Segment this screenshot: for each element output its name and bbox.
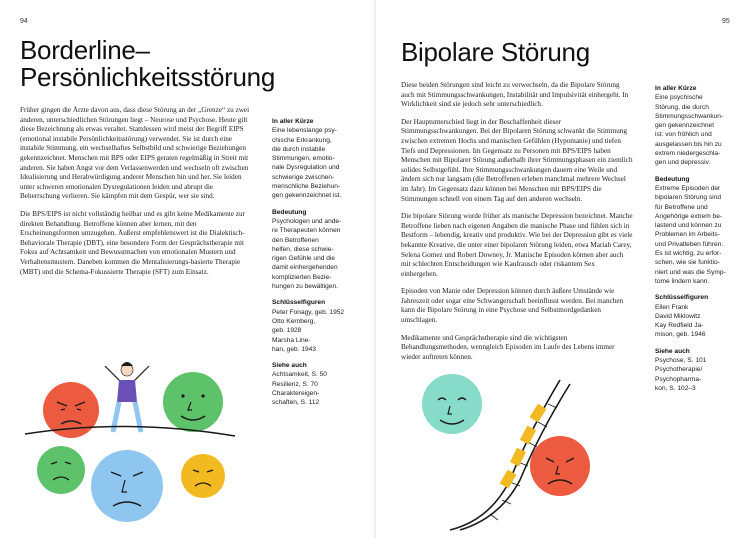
sidebar-text: Ellen Frank David Miklowitz Kay Redfield Ja- mison, geb. 1946 <box>655 303 706 339</box>
tightrope-walker-figure <box>105 362 149 432</box>
happy-face-icon <box>422 374 482 434</box>
sidebar-text: Peter Fonagy, geb. 1952 Otto Kernberg, geb. 1928 Marsha Line- han, geb. 1943 <box>272 308 345 353</box>
title-line-1: Borderline– <box>20 35 150 65</box>
sidebar-heading: Schlüsselfiguren <box>272 299 326 307</box>
sidebar-heading: Schlüsselfiguren <box>655 294 709 302</box>
sidebar-text: Psychose, S. 101 Psychotherapie/ Psychopharma- kon, S. 102–3 <box>655 357 707 392</box>
title-line-2: Persönlichkeitsstörung <box>20 62 275 92</box>
body-text-right <box>401 81 633 370</box>
sidebar-heading: In aller Kürze <box>655 85 697 92</box>
paragraph: Die BPS/EIPS ist nicht vollständig heilbar und es gibt keine Medikamente zur direkten Behandlung. Betroffene können aber lernen, mit den Erscheinungsformen umzugehen. Äußerst empfehlenswert ist die Dialektisch-Behaviorale Therapie (DBT), eine besondere Form der Gesprächstherapie mit Fokus auf Achtsamkeit und Bewusstmachen von emotionalen Mustern und Verhaltensmustern. Daneben kommen die Mentalisierungs-basierte Therapie (MBT) und die Schema-Fokussierte Therapie (SFT) zum Einsatz. <box>20 209 245 276</box>
sidebar-text: Psychologen und ande- re Therapeuten können den Betroffenen helfen, diese schwie- rigen Gefühle und die damit einhergehenden komplizierten Bezie- hungen zu bewältigen. <box>272 217 342 291</box>
sidebar-heading: Siehe auch <box>655 347 690 355</box>
frown-face-icon <box>181 454 225 498</box>
page-number-left: 94 <box>20 18 28 25</box>
worried-face-icon <box>91 450 163 522</box>
sad-face-icon <box>530 436 590 496</box>
paragraph: Episoden von Manie oder Depression können durch äußere Umstände wie Jahreszeit oder sogar eine Schwangerschaft beeinflusst werden. Bei manchen kann die Bipolare Störung in eine Psychose und Selbstmordgedanken umschlagen. <box>401 287 624 325</box>
emotion-faces-illustration <box>25 340 250 530</box>
sidebar-text: Extreme Episoden der bipolaren Störung sind für Betroffene und Angehörige extrem be- lastend und können zu Problemen im Arbeits- und Privatleben führen. Es ist wichtig, zu erfor- schen, wie sie funktio- niert und was die Symp- tome lindern kann. <box>655 184 726 285</box>
sidebar-text: Eine lebenslange psy- chische Erkrankung, die durch instabile Stimmungen, emotio- nale Dysregulation und schwierige zwischen- menschliche Beziehun- gen gekennzeichnet ist. <box>272 127 342 200</box>
sad-face-icon <box>37 446 85 494</box>
page-title-left <box>20 37 275 91</box>
sidebar-heading: In aller Kürze <box>272 118 314 125</box>
angry-face-icon <box>43 382 99 438</box>
sidebar-text: Achtsamkeit, S. 50 Resilienz, S. 70 Charaktereigen- schaften, S. 112 <box>272 371 327 407</box>
sidebar-left <box>272 117 354 408</box>
page-title-right: Bipolare Störung <box>401 37 590 67</box>
paragraph: Die bipolare Störung wurde früher als manische Depression bezeichnet. Manche Betroffene lieben nach eigenen Angaben die manische Phase und fühlen sich in Bestform – lebendig, kreativ und produktiv. Wie bei der Depression gibt es viele bekannte Kreative, die unter einer bipolaren Störung leiden, etwa Mariah Carey, Selena Gomez und Robert Downey, Jr. Manische Episoden können aber auch mit schlechten Entscheidungen wie Kaufrausch oder riskantem Sex einhergehen. <box>401 212 633 278</box>
paragraph: Der Hauptunterschied liegt in der Beschaffenheit dieser Stimmungsschwankungen. Bei der Bipolaren Störung schwankt die Stimmung zwischen extremen Hochs und manischen Gefühlen (Hypomanie) und tiefen Tiefs und Depressionen. Im Gegensatz zu Personen mit BPS/EIPS haben Menschen mit Bipolarer Störung außerhalb ihrer Stimmungsphasen ein ziemlich solides Selbstgefühl. Ihre Stimmungsschwankungen dauern eine Weile und ändern sich nur langsam (die Betroffenen erleben manchmal mehrere Wechsel im Jahr). Im Gegensatz dazu können bei Menschen mit BPS/EIPS die Stimmungen schnell von einem Tag auf den anderen wechseln. <box>401 117 633 203</box>
sidebar-heading: Siehe auch <box>272 362 307 370</box>
rollercoaster-illustration <box>410 370 610 535</box>
happy-face-icon <box>163 372 223 432</box>
paragraph: Früher gingen die Ärzte davon aus, dass diese Störung an der „Grenze“ zu zwei anderen, unterschiedlichen Störungen liegt – Neurose und Psychose. Heute gilt diese Bezeichnung als etwas veraltet. Stattdessen wird meist der Begriff EIPS (emotional instabile Persönlichkeitsstörung) verwendet. Sie ist durch eine instabile Stimmung, ein wechselhaftes Selbstbild und schwierige Beziehungen gekennzeichnet. Menschen mit BPS oder EIPS geraten regelmäßig in Streit mit anderen. Sie haben Angst vor dem Verlassenwerden und wechseln oft zwischen Idealisierung und Herabwürdigung anderer Menschen hin und her. Sie leiden unter schweren emotionalen Dysregulationen leiden und abrupt die Beherrschung verlieren. Sie kämpfen mit dem Gespür, wer sie sind. <box>20 106 250 201</box>
page-number-right: 95 <box>722 18 730 25</box>
paragraph: Diese beiden Störungen sind leicht zu verwechseln, da die Bipolare Störung auch mit Stimmungsschwankungen, Instabilität und Impulsivität einhergeht. In Wirklichkeit sind sie jedoch sehr unterschiedlich. <box>401 81 629 109</box>
body-text-left <box>20 106 252 285</box>
paragraph: Medikamente und Gesprächstherapie sind die wichtigsten Behandlungsmethoden, wenngleich Episoden im Laufe des Lebens immer wieder auftreten können. <box>401 333 615 361</box>
page-gutter <box>374 0 376 538</box>
sidebar-heading: Bedeutung <box>272 208 307 216</box>
sidebar-text: Eine psychische Störung, die durch Stimmungsschwankun- gen gekennzeichnet ist: von fröhlich und ausgelassen bis hin zu extrem niedergeschla- gen und depressiv. <box>655 94 724 167</box>
sidebar-heading: Bedeutung <box>655 175 690 183</box>
sidebar-right <box>655 84 739 393</box>
